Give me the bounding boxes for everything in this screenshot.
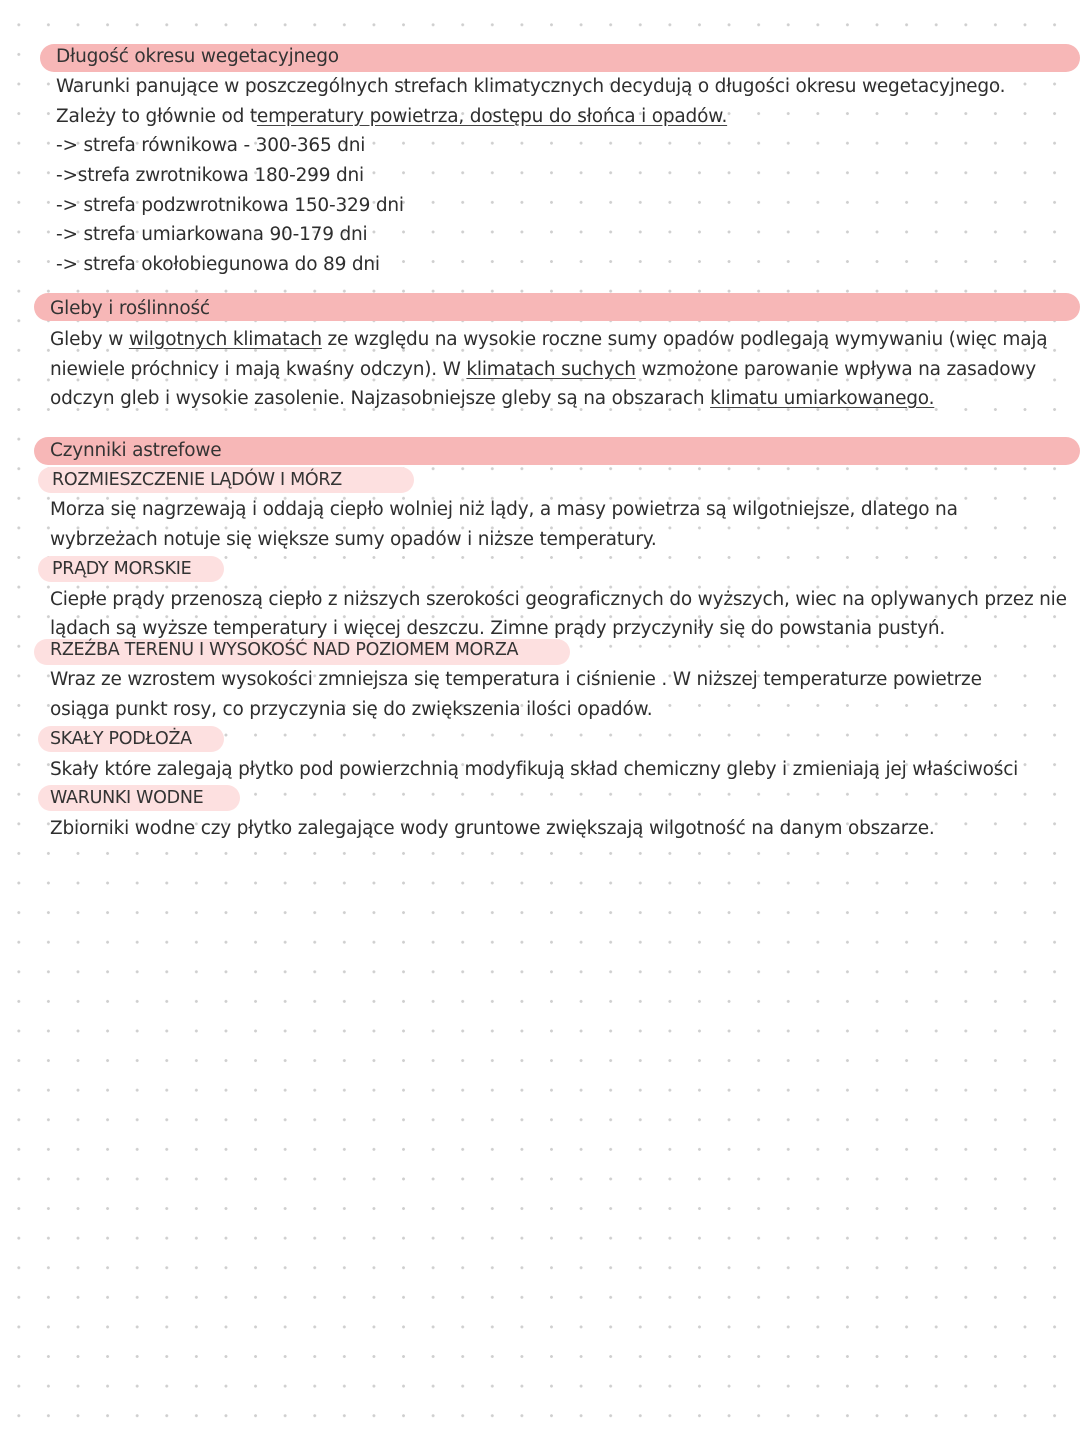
list-item: -> strefa umiarkowana 90-179 dni bbox=[56, 224, 368, 245]
underlined-text: klimatach suchych bbox=[466, 359, 636, 380]
text-line: lądach są wyższe temperatury i więcej deszczu. Zimne prądy przyczyniły się do powstania pustyń. bbox=[50, 618, 946, 639]
section-title: Czynniki astrefowe bbox=[50, 440, 222, 461]
text-run: ze względu na wysokie roczne sumy opadów podlegają wymywaniu (więc mają bbox=[321, 329, 1048, 350]
subheading: WARUNKI WODNE bbox=[50, 788, 204, 808]
text-line bbox=[50, 386, 934, 412]
subheading: ROZMIESZCZENIE LĄDÓW I MÓRZ bbox=[52, 470, 342, 490]
text-line: Wraz ze wzrostem wysokości zmniejsza się temperatura i ciśnienie . W niższej temperaturze powietrze bbox=[50, 669, 982, 690]
text-run: Zależy to głównie od t bbox=[56, 106, 257, 127]
underlined-text: klimatu umiarkowanego. bbox=[710, 388, 935, 409]
underlined-text: wilgotnych klimatach bbox=[128, 329, 322, 350]
text-line: wybrzeżach notuje się większe sumy opadów i niższe temperatury. bbox=[50, 529, 657, 550]
text-line: Warunki panujące w poszczególnych strefach klimatycznych decydują o długości okresu wegetacyjnego. bbox=[56, 76, 1006, 97]
list-item: -> strefa równikowa - 300-365 dni bbox=[56, 135, 366, 156]
section-title: Gleby i roślinność bbox=[50, 298, 210, 319]
list-item: -> strefa okołobiegunowa do 89 dni bbox=[56, 254, 380, 275]
subheading: PRĄDY MORSKIE bbox=[52, 559, 192, 579]
text-line: osiąga punkt rosy, co przyczynia się do zwiększenia ilości opadów. bbox=[50, 699, 653, 720]
text-run: wzmożone parowanie wpływa na zasadowy bbox=[635, 359, 1037, 380]
section-title: Długość okresu wegetacyjnego bbox=[56, 46, 339, 67]
underlined-text: emperatury powietrza, dostępu do słońca i opadów. bbox=[256, 106, 728, 127]
list-item: -> strefa podzwrotnikowa 150-329 dni bbox=[56, 195, 404, 216]
text-line: Zbiorniki wodne czy płytko zalegające wody gruntowe zwiększają wilgotność na danym obszarze. bbox=[50, 818, 935, 839]
text-line: Skały które zalegają płytko pod powierzchnią modyfikują skład chemiczny gleby i zmieniają jej właściwości bbox=[50, 759, 1019, 780]
text-line: Ciepłe prądy przenoszą ciepło z niższych szerokości geograficznych do wyższych, wiec na oplywanych przez nie bbox=[50, 589, 1067, 610]
text-line: Morza się nagrzewają i oddają ciepło wolniej niż lądy, a masy powietrza są wilgotniejsze, dlatego na bbox=[50, 499, 958, 520]
text-run: odczyn gleb i wysokie zasolenie. Najzasobniejsze gleby są na obszarach bbox=[50, 388, 711, 409]
subheading: RZEŹBA TERENU I WYSOKOŚĆ NAD POZIOMEM MORZA bbox=[50, 640, 519, 660]
text-line bbox=[50, 357, 1036, 383]
subheading: SKAŁY PODŁOŻA bbox=[50, 729, 192, 749]
text-line bbox=[50, 327, 1047, 353]
list-item: ->strefa zwrotnikowa 180-299 dni bbox=[56, 165, 364, 186]
text-run: niewiele próchnicy i mają kwaśny odczyn). W bbox=[50, 359, 467, 380]
text-run: Gleby w bbox=[50, 329, 129, 350]
text-line bbox=[56, 104, 727, 130]
